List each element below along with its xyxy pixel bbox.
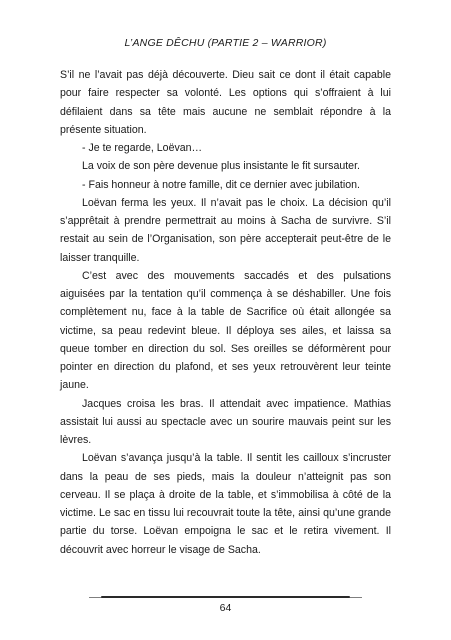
paragraph: - Je te regarde, Loëvan… xyxy=(82,142,203,154)
paragraph: S’il ne l’avait pas déjà découverte. Dieu sait ce dont il était capable pour faire respecter sa volonté. Les options qui s’offraient à lui défilaient dans sa tête mais aucune ne semblait répondre à la présente situation. xyxy=(60,69,391,136)
paragraph: La voix de son père devenue plus insistante le fit sursauter. xyxy=(82,160,360,173)
paragraph: C’est avec des mouvements saccadés et des pulsations aiguisées par la tentation qu’il commença à se déshabiller. Une fois complètement nu, face à la table de Sacrifice où était allongée sa victime, sa peau redevint bleue. Il déploya ses ailes, et laissa sa queue tomber en direction du sol. Ses oreilles se déformèrent pour pointer en direction du plafond, et ses yeux retrouvèrent leur teinte jaune. xyxy=(60,269,391,392)
footer-rule xyxy=(101,596,350,598)
paragraph: Jacques croisa les bras. Il attendait avec impatience. Mathias assistait lui aussi au spectacle avec un sourire mauvais peint sur les lèvres. xyxy=(60,397,391,446)
paragraph: - Fais honneur à notre famille, dit ce dernier avec jubilation. xyxy=(82,178,360,191)
page-number: 64 xyxy=(219,602,232,614)
body-text xyxy=(60,66,391,559)
running-header: L’ANGE DÊCHU (PARTIE 2 – WARRIOR) xyxy=(124,37,327,49)
paragraph: Loëvan s’avança jusqu’à la table. Il sentit les cailloux s’incruster dans la peau de ses pieds, mais la douleur n’atteignit pas son cerveau. Il se plaça à droite de la table, et s’immobilisa à côté de la victime. Le sac en tissu lui recouvrait toute la tête, ainsi qu’une grande partie du torse. Loëvan empoigna le sac et le retira vivement. Il découvrit avec horreur le visage de Sacha. xyxy=(60,452,391,556)
paragraph: Loëvan ferma les yeux. Il n’avait pas le choix. La décision qu’il s’apprêtait à prendre permettrait au moins à Sacha de survivre. S’il restait au sein de l’Organisation, son père accepterait peut-être de le laisser tranquille. xyxy=(60,196,391,264)
